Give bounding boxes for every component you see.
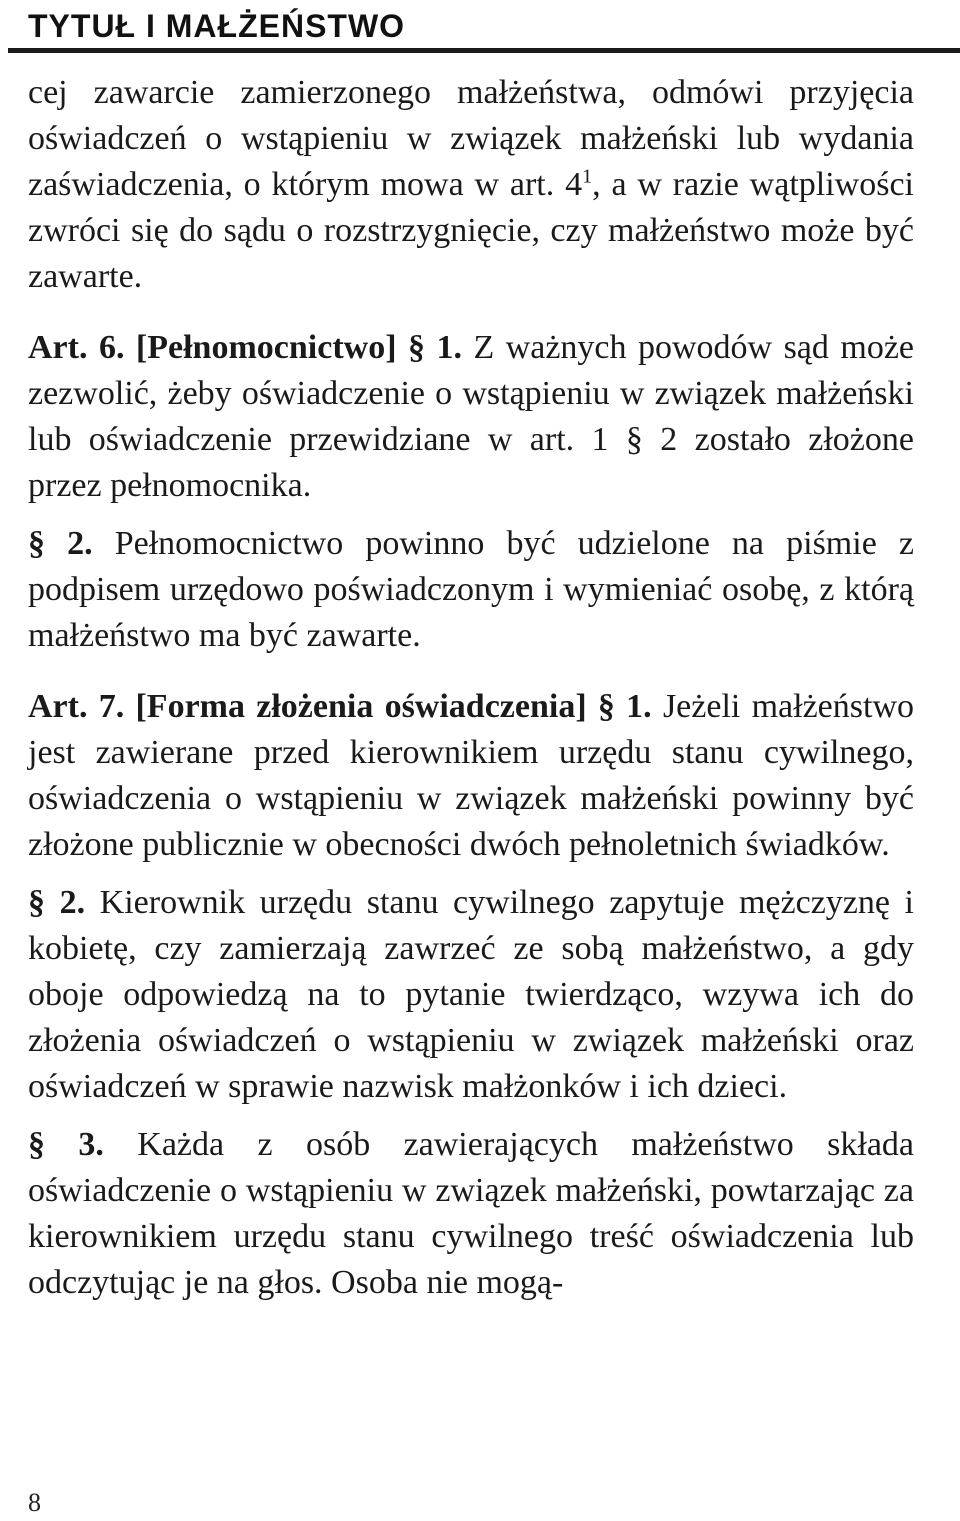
article-6-par-2 (28, 521, 914, 659)
paragraph-text: Pełnomocnictwo powinno być udzielone na piśmie z podpisem urzędowo poświadczonym i wymieniać osobę, z którą małżeństwo ma być zawarte. (28, 525, 914, 654)
paragraph-text: Kierownik urzędu stanu cywilnego zapytuje mężczyznę i kobietę, czy zamierzają zawrzeć ze sobą małżeństwo, a gdy oboje odpowiedzą na to pytanie twierdząco, wzywa ich do złożenia oświadczeń o wstąpieniu w związek małżeński oraz oświadczeń w sprawie nazwisk małżonków i ich dzieci. (28, 884, 914, 1105)
page-header (28, 6, 960, 46)
paragraph-text: , a w razie wątpliwości zwróci się do sądu o rozstrzygnięcie, czy małżeństwo może być zawarte. (28, 166, 914, 295)
section-heading: § 2. (28, 884, 86, 921)
article-heading: Art. 6. [Pełnomocnictwo] § 1. (28, 329, 462, 366)
paragraph-text: cej zawarcie zamierzonego małżeństwa, odmówi przyjęcia oświadczeń o wstąpieniu w związek małżeński lub wydania zaświadczenia, o którym mowa w art. 4 (28, 74, 914, 203)
section-heading: § 2. (28, 525, 93, 562)
paragraph-text: Każda z osób zawierających małżeństwo składa oświadczenie o wstąpieniu w związek małżeński, powtarzając za kierownikiem urzędu stanu cywilnego treść oświadczenia lub odczytując je na głos. Osoba nie mogą- (28, 1126, 915, 1301)
paragraph-continuation (28, 70, 914, 300)
chapter-title: TYTUŁ I MAŁŻEŃSTWO (28, 8, 406, 44)
paragraph-text: Jeżeli małżeństwo jest zawierane przed kierownikiem urzędu stanu cywilnego, oświadczenia o wstąpieniu w związek małżeński powinny być złożone publicznie w obecności dwóch pełnoletnich świadków. (28, 688, 914, 863)
document-body (28, 70, 914, 1306)
paragraph-text: Z ważnych powodów sąd może zezwolić, żeby oświadczenie o wstąpieniu w związek małżeński lub oświadczenie przewidziane w art. 1 § 2 zostało złożone przez pełnomocnika. (28, 329, 914, 504)
superscript-marker: 1 (582, 165, 593, 188)
page-number: 8 (28, 1488, 41, 1517)
header-rule (8, 48, 960, 53)
section-heading: § 3. (28, 1126, 104, 1163)
article-7-par-2 (28, 880, 914, 1110)
article-7-par-1 (28, 684, 914, 868)
article-heading: Art. 7. [Forma złożenia oświadczenia] § 1. (28, 688, 652, 725)
article-6-par-1 (28, 325, 914, 509)
article-7-par-3 (28, 1122, 914, 1306)
